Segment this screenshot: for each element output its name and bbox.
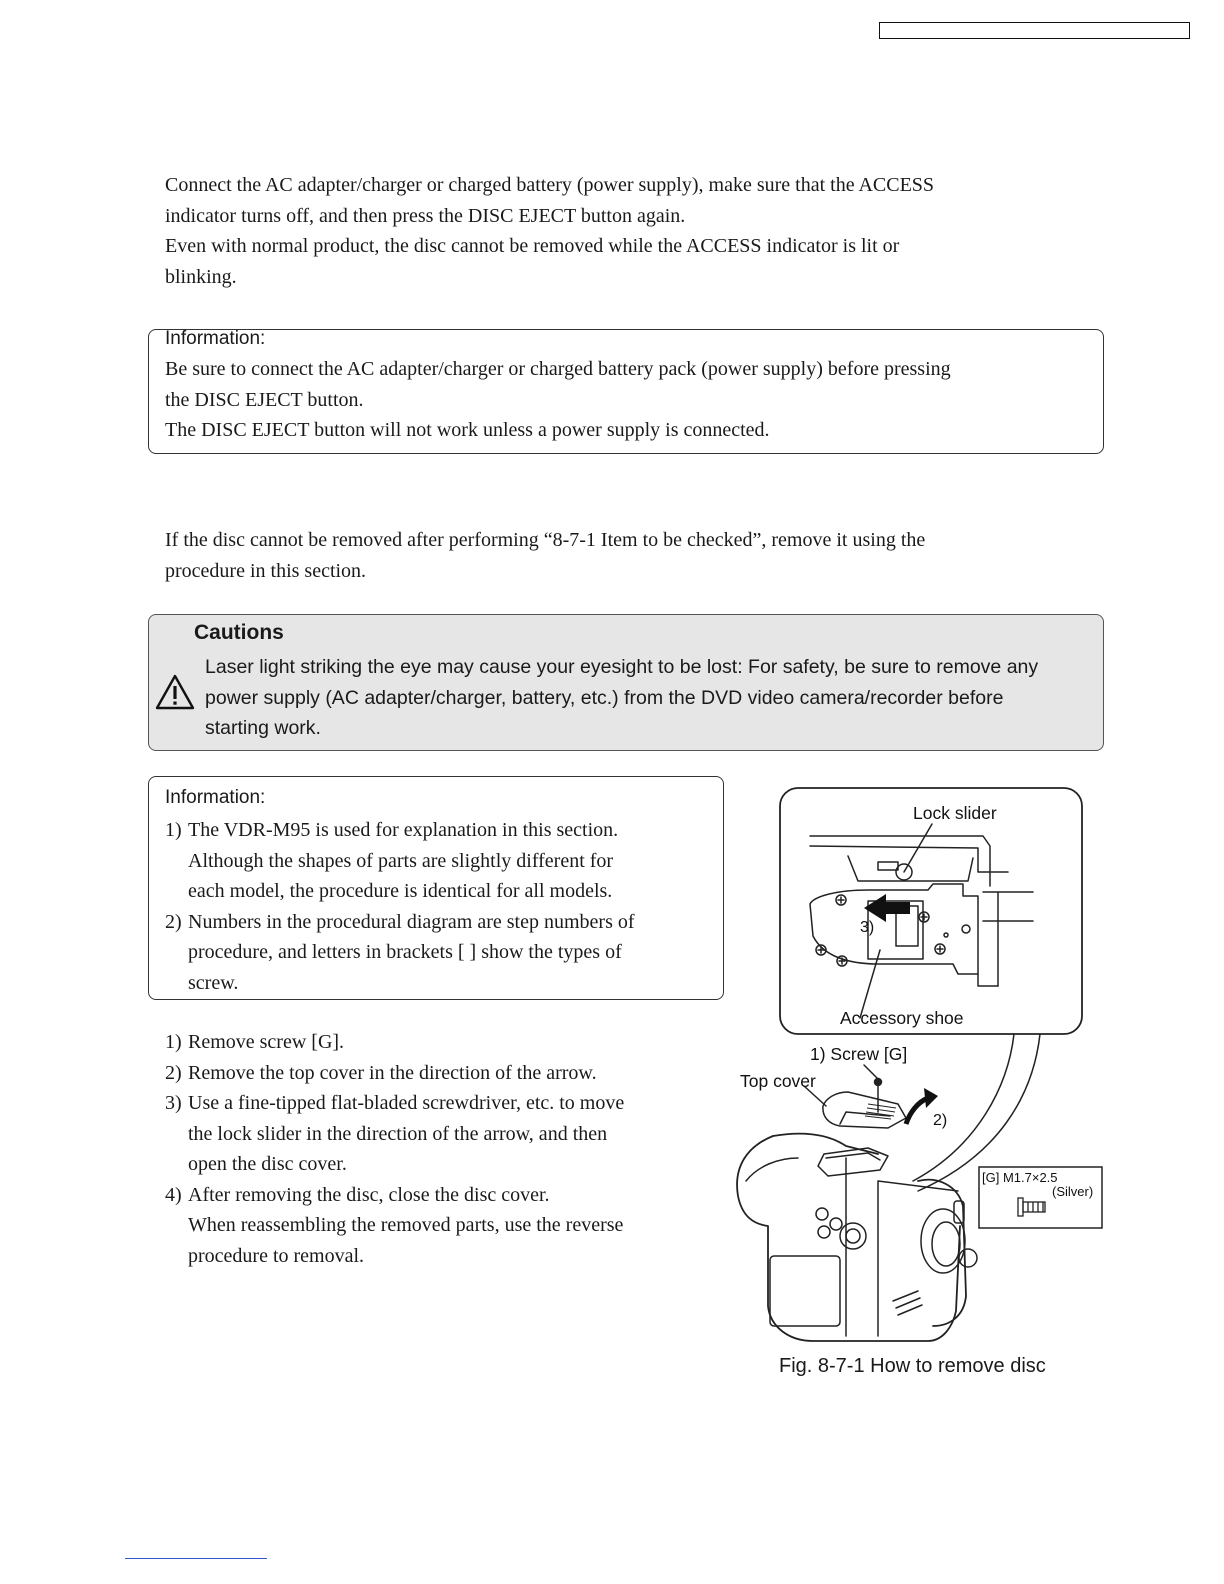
lock-slider-label: Lock slider — [913, 803, 997, 823]
step-number: 4) — [165, 1183, 182, 1206]
information-box-2 — [148, 776, 724, 1000]
procedure-steps — [165, 1027, 725, 1271]
item-number: 1) — [165, 819, 182, 841]
figure-caption: Fig. 8-7-1 How to remove disc — [779, 1355, 1046, 1377]
step-item — [165, 1027, 725, 1058]
step-2-label: 2) — [933, 1112, 948, 1129]
step-number: 2) — [165, 1061, 182, 1084]
item-number: 2) — [165, 910, 182, 933]
step-item — [165, 1180, 725, 1272]
cautions-line: starting work. — [205, 717, 321, 739]
information-label: Information: — [165, 787, 266, 808]
intro-line: Even with normal product, the disc cannot be removed while the ACCESS indicator is lit or — [165, 235, 900, 257]
intro-paragraph — [165, 170, 1095, 292]
footer-link-line — [125, 1558, 267, 1559]
disc-removal-figure — [728, 786, 1108, 1346]
step-line: After removing the disc, close the disc cover. — [188, 1183, 550, 1206]
step-line: Remove screw [G]. — [188, 1031, 345, 1053]
cautions-box — [148, 614, 1104, 751]
intro-line: indicator turns off, and then press the DISC EJECT button again. — [165, 204, 686, 227]
information-label: Information: — [165, 328, 266, 349]
information-box — [148, 329, 1104, 454]
step-item — [165, 1058, 725, 1089]
item-line: The VDR-M95 is used for explanation in this section. — [188, 819, 619, 841]
screw-spec-label: [G] M1.7×2.5 — [982, 1170, 1058, 1185]
item-line: Although the shapes of parts are slightly different for — [188, 849, 614, 872]
step-line: procedure to removal. — [188, 1244, 365, 1267]
warning-triangle-icon — [154, 673, 196, 711]
section-intro — [165, 525, 1095, 586]
accessory-shoe-label: Accessory shoe — [840, 1008, 964, 1028]
header-box — [879, 22, 1190, 39]
step-line: the lock slider in the direction of the arrow, and then — [188, 1122, 608, 1145]
screw-g-label: 1) Screw [G] — [810, 1044, 908, 1064]
step-number: 3) — [165, 1092, 182, 1114]
intro-line: blinking. — [165, 265, 237, 288]
step-number: 1) — [165, 1031, 182, 1053]
step-3-label: 3) — [860, 919, 875, 936]
step-line: When reassembling the removed parts, use the reverse — [188, 1214, 624, 1236]
information-line: Be sure to connect the AC adapter/charger or charged battery pack (power supply) before pressing — [165, 358, 951, 380]
information-line: The DISC EJECT button will not work unless a power supply is connected. — [165, 419, 770, 441]
cautions-title: Cautions — [194, 621, 284, 644]
cautions-text — [205, 652, 1085, 744]
screw-color-label: (Silver) — [1052, 1184, 1094, 1199]
information-line: the DISC EJECT button. — [165, 388, 364, 411]
intro-line: Connect the AC adapter/charger or charged battery (power supply), make sure that the ACCESS — [165, 174, 935, 196]
cautions-line: Laser light striking the eye may cause your eyesight to be lost: For safety, be sure to remove any — [205, 656, 1039, 678]
item-line: Numbers in the procedural diagram are step numbers of — [188, 910, 635, 933]
information-list — [165, 815, 725, 998]
item-line: procedure, and letters in brackets [ ] show the types of — [188, 941, 622, 963]
item-line: each model, the procedure is identical for all models. — [188, 880, 613, 902]
top-cover-label: Top cover — [740, 1071, 816, 1091]
step-line: Use a fine-tipped flat-bladed screwdriver, etc. to move — [188, 1092, 625, 1114]
section-line: procedure in this section. — [165, 559, 367, 582]
information-text — [165, 354, 1095, 446]
section-line: If the disc cannot be removed after performing “8-7-1 Item to be checked”, remove it using the — [165, 529, 926, 551]
list-item — [165, 907, 725, 999]
camera-illustration — [728, 786, 1108, 1346]
list-item — [165, 815, 725, 907]
item-line: screw. — [188, 971, 239, 994]
step-item — [165, 1088, 725, 1180]
cautions-line: power supply (AC adapter/charger, battery, etc.) from the DVD video camera/recorder before — [205, 686, 1004, 709]
step-line: open the disc cover. — [188, 1153, 347, 1175]
step-line: Remove the top cover in the direction of the arrow. — [188, 1061, 597, 1084]
